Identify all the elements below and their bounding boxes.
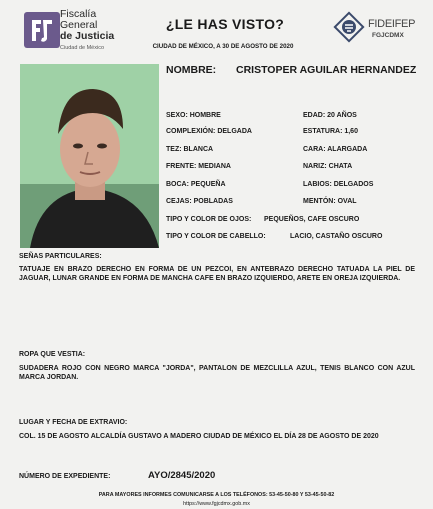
fgj-logo-icon	[22, 10, 62, 50]
senas-title: SEÑAS PARTICULARES:	[19, 253, 102, 260]
field-cara: CARA: ALARGADA	[303, 146, 368, 153]
footer-phones: PARA MAYORES INFORMES COMUNICARSE A LOS TELÉFONOS: 53-45-50-80 Y 53-45-50-82	[98, 492, 335, 498]
field-tez: TEZ: BLANCA	[166, 146, 214, 153]
fideicomiso-sub: FGJCDMX	[372, 32, 404, 39]
field-nariz: NARIZ: CHATA	[303, 163, 353, 170]
field-frente: FRENTE: MEDIANA	[166, 163, 231, 170]
field-ojos-label: TIPO Y COLOR DE OJOS:	[166, 216, 252, 223]
expediente-number: AYO/2845/2020	[148, 470, 216, 481]
ropa-text: SUDADERA ROJO CON NEGRO MARCA "JORDA", PANTALON DE MEZCLILLA AZUL, TENIS BLANCO CON AZUL MARCA JORDAN.	[19, 365, 415, 382]
fideicomiso-name: FIDEIFEP	[368, 18, 416, 30]
field-menton: MENTÓN: OVAL	[303, 198, 357, 205]
field-cabello-value: LACIO, CASTAÑO OSCURO	[290, 233, 383, 240]
agency-name	[60, 9, 114, 54]
field-sexo: SEXO: HOMBRE	[166, 112, 221, 119]
agency-line4: Ciudad de México	[60, 45, 105, 51]
footer-url: https://www.fgjcdmx.gob.mx	[183, 501, 250, 507]
extravio-text: COL. 15 DE AGOSTO ALCALDÍA GUSTAVO A MADERO CIUDAD DE MÉXICO EL DÍA 28 DE AGOSTO DE 2020	[19, 433, 379, 440]
fideicomiso-logo-icon	[333, 11, 365, 43]
field-ojos-value: PEQUEÑOS, CAFE OSCURO	[264, 216, 360, 223]
agency-line2: General	[60, 19, 98, 31]
person-name: CRISTOPER AGUILAR HERNANDEZ	[236, 64, 417, 76]
agency-line1: Fiscalía	[60, 8, 97, 20]
name-label: NOMBRE:	[166, 64, 217, 76]
field-estatura: ESTATURA: 1,60	[303, 128, 358, 135]
ropa-title: ROPA QUE VESTIA:	[19, 351, 86, 358]
senas-text: TATUAJE EN BRAZO DERECHO EN FORMA DE UN PEZCOI, EN ANTEBRAZO DERECHO TATUADA LA PIEL DE JAGUAR, LUNAR GRANDE EN FORMA DE MANCHA CAFE EN BRAZO IZQUIERDO, ARETE EN OREJA IZQUIERDA.	[19, 266, 415, 283]
field-edad: EDAD: 20 AÑOS	[303, 112, 357, 119]
page-title: ¿LE HAS VISTO?	[165, 16, 285, 32]
field-cabello-label: TIPO Y COLOR DE CABELLO:	[166, 233, 266, 240]
dateline: CIUDAD DE MÉXICO, A 30 DE AGOSTO DE 2020	[152, 43, 294, 50]
field-boca: BOCA: PEQUEÑA	[166, 181, 226, 188]
missing-person-photo	[20, 64, 159, 248]
extravio-title: LUGAR Y FECHA DE EXTRAVIO:	[19, 419, 128, 426]
field-complexion: COMPLEXIÓN: DELGADA	[166, 128, 252, 135]
expediente-label: NÚMERO DE EXPEDIENTE:	[19, 473, 111, 480]
agency-line3: de Justicia	[60, 30, 115, 42]
field-labios: LABIOS: DELGADOS	[303, 181, 374, 188]
field-cejas: CEJAS: POBLADAS	[166, 198, 233, 205]
